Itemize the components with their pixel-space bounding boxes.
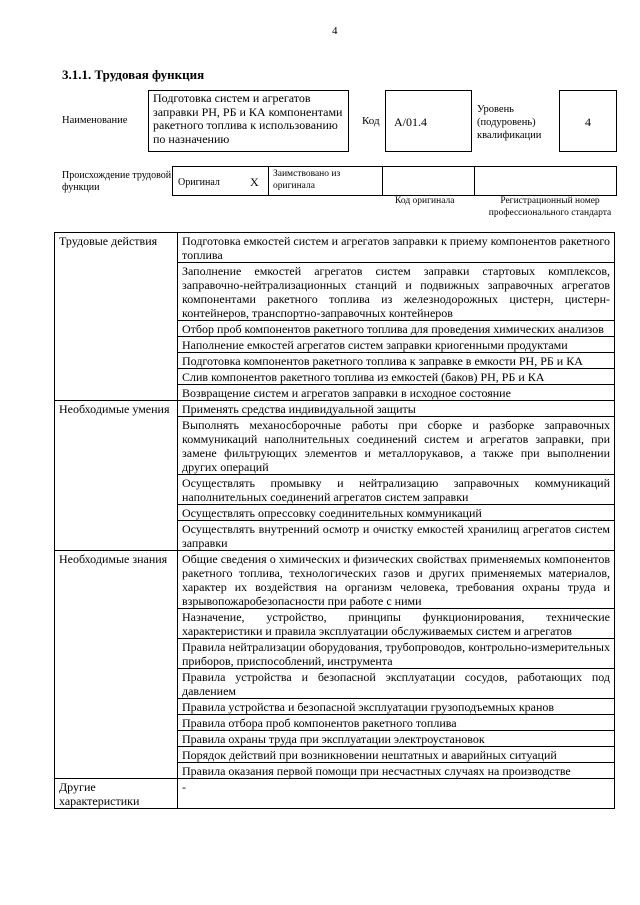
item-cell: Выполнять механосборочные работы при сборке и разборке заправочных коммуникаций наполнительных соединений систем и агрегатов заправки, при замене фильтрующих элементов и металлорукавов, а также при выполнении других операций <box>178 417 615 475</box>
category-cell: Трудовые действия <box>55 233 178 401</box>
item-cell: - <box>178 779 615 809</box>
item-cell: Правила охраны труда при эксплуатации электроустановок <box>178 731 615 747</box>
item-cell: Заполнение емкостей агрегатов систем заправки стартовых комплексов, заправочно-нейтрализационных станций и подвижных заправочных агрегатов компонентами ракетного топлива из железнодорожных цистерн, цистерн-контейнеров, транспортно-заправочных контейнеров <box>178 263 615 321</box>
origin-box <box>172 166 617 196</box>
item-cell: Осуществлять промывку и нейтрализацию заправочных коммуникаций наполнительных соединений агрегатов систем заправки <box>178 475 615 505</box>
item-cell: Осуществлять внутренний осмотр и очистку емкостей хранилищ агрегатов систем заправки <box>178 521 615 551</box>
name-label: Наименование <box>62 115 128 126</box>
item-cell: Правила устройства и безопасной эксплуатации грузоподъемных кранов <box>178 699 615 715</box>
page-number: 4 <box>332 25 338 37</box>
item-cell: Правила устройства и безопасной эксплуатации сосудов, работающих под давлением <box>178 669 615 699</box>
item-cell: Осуществлять опрессовку соединительных коммуникаций <box>178 505 615 521</box>
code-value: А/01.4 <box>394 115 427 129</box>
code-label: Код <box>362 115 380 127</box>
level-label: Уровень (подуровень) квалификации <box>477 104 542 141</box>
borrowed-label: Заимствовано из оригинала <box>273 169 341 191</box>
table-row <box>55 233 615 263</box>
function-name-box <box>148 90 349 152</box>
item-cell: Правила отбора проб компонентов ракетного топлива <box>178 715 615 731</box>
item-cell: Отбор проб компонентов ракетного топлива для проведения химических анализов <box>178 321 615 337</box>
code-original-caption: Код оригинала <box>395 196 455 206</box>
level-box <box>559 90 617 152</box>
table-row <box>55 401 615 417</box>
item-cell: Правила оказания первой помощи при несчастных случаях на производстве <box>178 763 615 779</box>
section-title: 3.1.1. Трудовая функция <box>62 67 205 82</box>
original-label: Оригинал <box>178 177 220 188</box>
table-row <box>55 779 615 809</box>
category-cell: Необходимые знания <box>55 551 178 779</box>
level-value: 4 <box>585 115 591 129</box>
origin-divider-1 <box>268 166 269 196</box>
item-cell: Слив компонентов ракетного топлива из емкостей (баков) РН, РБ и КА <box>178 369 615 385</box>
origin-divider-2 <box>382 166 383 196</box>
reg-number-caption: Регистрационный номер профессионального стандарта <box>488 196 612 218</box>
original-mark: X <box>250 175 259 189</box>
function-name: Подготовка систем и агрегатов заправки РН, РБ и КА компонентами ракетного топлива к использованию по назначению <box>153 91 343 146</box>
item-cell: Подготовка компонентов ракетного топлива к заправке в емкости РН, РБ и КА <box>178 353 615 369</box>
item-cell: Назначение, устройство, принципы функционирования, технические характеристики и правила эксплуатации обслуживаемых систем и агрегатов <box>178 609 615 639</box>
category-cell: Другие характеристики <box>55 779 178 809</box>
category-cell: Необходимые умения <box>55 401 178 551</box>
item-cell: Применять средства индивидуальной защиты <box>178 401 615 417</box>
item-cell: Возвращение систем и агрегатов заправки в исходное состояние <box>178 385 615 401</box>
item-cell: Правила нейтрализации оборудования, трубопроводов, контрольно-измерительных приборов, приспособлений, инструмента <box>178 639 615 669</box>
item-cell: Общие сведения о химических и физических свойствах применяемых компонентов ракетного топлива, технологических газов и других применяемых материалов, характер их воздействия на организм человека, требования охраны труда и взрывопожаробезопасности при работе с ними <box>178 551 615 609</box>
origin-label: Происхождение трудовой функции <box>62 170 172 193</box>
item-cell: Порядок действий при возникновении нештатных и аварийных ситуаций <box>178 747 615 763</box>
code-box <box>385 90 472 152</box>
item-cell: Наполнение емкостей агрегатов систем заправки криогенными продуктами <box>178 337 615 353</box>
item-cell: Подготовка емкостей систем и агрегатов заправки к приему компонентов ракетного топлива <box>178 233 615 263</box>
origin-divider-3 <box>474 166 475 196</box>
competency-table <box>54 232 615 809</box>
table-row <box>55 551 615 609</box>
